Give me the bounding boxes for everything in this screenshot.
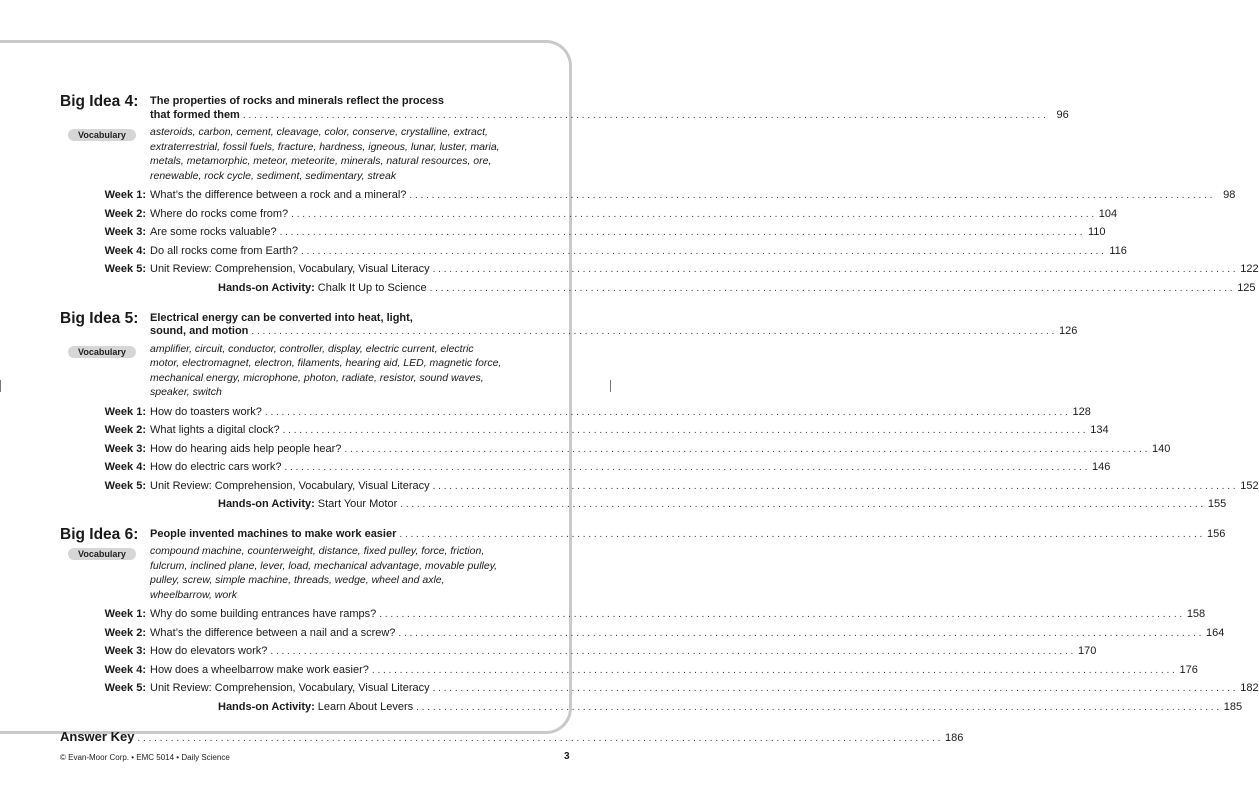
week-entry [60, 645, 1097, 664]
leader-dots [409, 190, 1212, 201]
week-entry [60, 663, 1198, 683]
week-question: How do electric cars work? [150, 461, 282, 473]
big-idea-label: Big Idea 4: [60, 93, 139, 110]
page-number: 125 [1237, 281, 1256, 294]
week-question: What lights a digital clock? [150, 424, 280, 436]
week-question: How do hearing aids help people hear? [150, 442, 342, 455]
week-question: Why do some building entrances have ramps? [150, 608, 377, 620]
page-number: 122 [1240, 263, 1259, 275]
leader-dots [344, 444, 1147, 455]
page-number: 152 [1240, 479, 1259, 492]
leader-dots [291, 209, 1094, 220]
week-label: Week 1: [104, 405, 146, 418]
page-number: 185 [1223, 700, 1243, 713]
page-number: 164 [1206, 626, 1225, 639]
page-number: 110 [1087, 226, 1106, 238]
page-number: 140 [1152, 442, 1171, 455]
vocabulary-badge: Vocabulary [68, 129, 136, 141]
hands-on-entry [60, 281, 1256, 300]
registration-mark-right [610, 380, 611, 392]
page-number: 170 [1077, 645, 1097, 657]
week-entry [60, 263, 1259, 282]
week-entry [60, 405, 1091, 425]
hands-on-label: Hands-on Activity: [218, 498, 315, 510]
leader-dots [243, 109, 1046, 123]
leader-dots [379, 609, 1182, 620]
week-entry [60, 479, 1259, 499]
leader-dots [433, 683, 1236, 694]
leader-dots [270, 646, 1073, 657]
week-label: Week 1: [104, 608, 146, 620]
leader-dots [251, 325, 1054, 339]
footer-copyright: © Evan-Moor Corp. • EMC 5014 • Daily Science [60, 753, 230, 762]
page-number: 182 [1240, 682, 1259, 694]
leader-dots [301, 246, 1104, 257]
leader-dots [398, 628, 1201, 639]
leader-dots [430, 283, 1233, 294]
week-label: Week 3: [104, 645, 146, 657]
week-question: How does a wheelbarrow make work easier? [150, 663, 369, 676]
week-question: Unit Review: Comprehension, Vocabulary, Visual Literacy [150, 479, 430, 492]
page-number: 98 [1223, 189, 1236, 201]
vocabulary-badge: Vocabulary [68, 548, 136, 560]
week-question: What’s the difference between a nail and a screw? [150, 626, 396, 639]
leader-dots [400, 499, 1203, 510]
leader-dots [265, 407, 1068, 418]
page-number-footer: 3 [564, 751, 570, 762]
week-entry [60, 442, 1171, 462]
hands-on-title: Start Your Motor [317, 498, 398, 510]
hands-on-title: Chalk It Up to Science [317, 281, 427, 294]
week-entry [60, 424, 1109, 443]
week-question: How do elevators work? [150, 645, 268, 657]
hands-on-title: Learn About Levers [317, 700, 414, 713]
hands-on-label: Hands-on Activity: [218, 700, 315, 713]
hands-on-label: Hands-on Activity: [218, 281, 315, 294]
page-number: 126 [1058, 325, 1078, 337]
page-number: 96 [1056, 108, 1069, 121]
week-question: Unit Review: Comprehension, Vocabulary, Visual Literacy [150, 263, 430, 275]
big-idea-title-line1: People invented machines to make work easier [150, 528, 397, 540]
leader-dots [399, 528, 1202, 542]
big-idea-title-line1: Electrical energy can be converted into heat, light, [150, 311, 413, 324]
week-question: Are some rocks valuable? [150, 226, 277, 238]
page-number: 146 [1092, 461, 1111, 473]
week-label: Week 4: [104, 461, 146, 473]
big-idea-title-line2: that formed them [150, 108, 240, 121]
page-number: 158 [1186, 608, 1206, 620]
leader-dots [416, 702, 1219, 713]
answer-key-entry [60, 728, 964, 744]
week-label: Week 3: [104, 226, 146, 238]
leader-dots [280, 227, 1083, 238]
week-label: Week 3: [104, 442, 146, 455]
big-idea-title-line2: sound, and motion [150, 325, 249, 337]
week-entry [60, 682, 1259, 701]
week-label: Week 2: [104, 626, 146, 639]
big-idea-label: Big Idea 5: [60, 309, 139, 327]
page-number: 156 [1206, 528, 1226, 540]
vocabulary-badge: Vocabulary [68, 346, 136, 358]
week-label: Week 5: [104, 479, 146, 492]
leader-dots [284, 462, 1087, 473]
leader-dots [433, 264, 1236, 275]
page-number: 134 [1090, 424, 1109, 436]
week-label: Week 5: [104, 263, 146, 275]
week-label: Week 4: [104, 244, 146, 257]
week-entry [60, 608, 1206, 627]
hands-on-entry [60, 700, 1243, 719]
week-entry [60, 189, 1236, 208]
week-entry [60, 461, 1111, 480]
big-idea-title-line1: The properties of rocks and minerals reflect the process [150, 95, 445, 107]
vocabulary-list: compound machine, counterweight, distance, fixed pulley, force, friction, fulcrum, inclined plane, lever, load, mechanical advantage, movable pulley, pulley, screw, simple machine, threads, wedge, wheel and axle, wheelbarrow, work [150, 545, 498, 601]
answer-key-label: Answer Key [60, 728, 135, 744]
week-entry [60, 626, 1225, 646]
big-idea-section [60, 309, 1259, 517]
week-entry [60, 226, 1106, 245]
week-question: Where do rocks come from? [150, 207, 289, 220]
week-entry [60, 244, 1127, 264]
hands-on-entry [60, 498, 1227, 516]
vocabulary-list: asteroids, carbon, cement, cleavage, color, conserve, crystalline, extract, extraterrestrial, fossil fuels, fracture, hardness, igneous, lunar, luster, maria, metals, metamorphic, meteor, meteorite, minerals, natural resources, ore, renewable, rock cycle, sediment, sedimentary, streak [150, 126, 500, 182]
page-number: 155 [1207, 498, 1227, 510]
week-question: Do all rocks come from Earth? [150, 244, 298, 257]
week-label: Week 2: [104, 424, 146, 436]
big-idea-section [60, 526, 1259, 719]
week-label: Week 2: [104, 207, 146, 220]
page-number: 116 [1109, 244, 1127, 257]
page-number: 128 [1072, 405, 1091, 418]
week-label: Week 4: [104, 663, 146, 676]
page-number: 186 [945, 731, 964, 744]
leader-dots [433, 481, 1236, 492]
week-question: What’s the difference between a rock and a mineral? [150, 189, 407, 201]
week-label: Week 5: [104, 682, 146, 694]
week-question: Unit Review: Comprehension, Vocabulary, Visual Literacy [150, 682, 430, 694]
leader-dots [372, 665, 1175, 676]
vocabulary-list: amplifier, circuit, conductor, controller, display, electric current, electric motor, electromagnet, electron, filaments, hearing aid, LED, magnetic force, mechanical energy, microphone, photon, radiate, resistor, sound waves, speaker, switch [150, 342, 502, 398]
table-of-contents [60, 93, 1259, 744]
leader-dots [283, 425, 1086, 436]
leader-dots [137, 733, 940, 744]
big-idea-section [60, 93, 1259, 300]
registration-mark-left [0, 380, 1, 392]
week-label: Week 1: [104, 189, 146, 201]
big-idea-label: Big Idea 6: [60, 526, 139, 543]
week-question: How do toasters work? [150, 405, 262, 418]
page-number: 104 [1098, 207, 1118, 220]
week-entry [60, 207, 1118, 227]
page-number: 176 [1179, 663, 1198, 676]
